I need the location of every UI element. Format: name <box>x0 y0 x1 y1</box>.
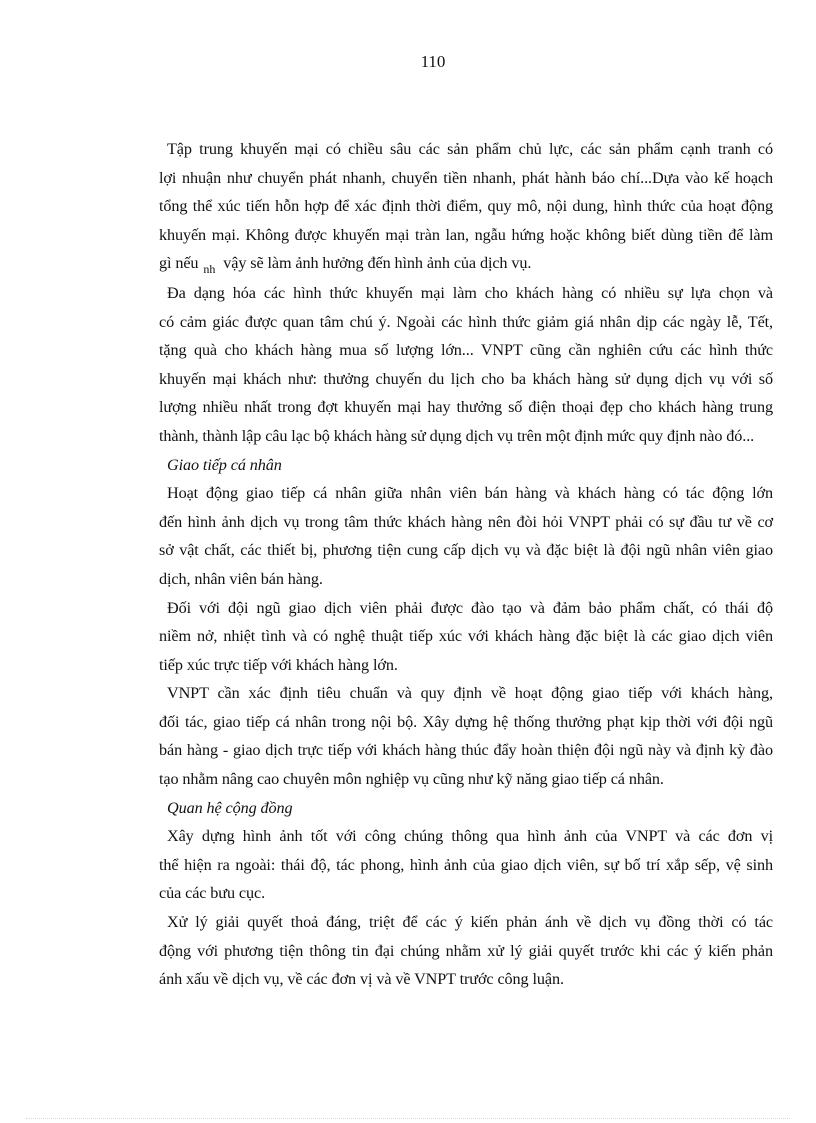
text-line: ánh xấu về dịch vụ, về các đơn vị và về VNPT trước công luận. <box>159 970 564 989</box>
text-line: đối tác, giao tiếp cá nhân trong nội bộ. Xây dựng hệ thống thưởng phạt kịp thời với đội ngũ <box>159 712 773 731</box>
text-line: tổng thể xúc tiến hỗn hợp để xác định thời điểm, quy mô, nội dung, hình thức của hoạt động <box>159 197 773 216</box>
text-fragment: vậy sẽ làm ảnh hưởng đến hình ảnh của dịch vụ. <box>223 254 532 273</box>
text-line: niềm nở, nhiệt tình và có nghệ thuật tiếp xúc với khách hàng đặc biệt là các giao dịch viên <box>159 627 773 646</box>
text-line: Đa dạng hóa các hình thức khuyến mại làm cho khách hàng có nhiều sự lựa chọn và <box>167 283 773 302</box>
text-line: của các bưu cục. <box>159 884 266 903</box>
document-body <box>159 135 773 994</box>
text-line: tạo nhằm nâng cao chuyên môn nghiệp vụ cũng như kỹ năng giao tiếp cá nhân. <box>159 770 664 789</box>
text-line: tiếp xúc trực tiếp với khách hàng lớn. <box>159 655 398 674</box>
text-line: Xây dựng hình ảnh tốt với công chúng thông qua hình ảnh của VNPT và các đơn vị <box>167 827 773 846</box>
paragraph-diversify-promotions <box>159 279 773 451</box>
text-line: sở vật chất, các thiết bị, phương tiện cung cấp dịch vụ và đặc biệt là đội ngũ nhân viên giao <box>159 541 773 560</box>
text-line: bán hàng - giao dịch trực tiếp với khách hàng thúc đẩy hoàn thiện đội ngũ này và định kỳ đào <box>159 741 773 760</box>
paragraph-standards <box>159 679 773 793</box>
text-line: Hoạt động giao tiếp cá nhân giữa nhân viên bán hàng và khách hàng có tác động lớn <box>167 484 773 503</box>
text-line: khuyến mại. Không được khuyến mại tràn lan, ngẫu hứng hoặc không biết dùng tiền để làm <box>159 225 773 244</box>
text-line: khuyến mại khách như: thưởng chuyến du lịch cho ba khách hàng sử dụng dịch vụ với số <box>159 369 773 388</box>
text-line: tặng quà cho khách hàng mua số lượng lớn... VNPT cũng cần nghiên cứu các hình thức <box>159 341 773 360</box>
stray-text-fragment: nh <box>203 262 216 277</box>
paragraph-personal-communication <box>159 479 773 593</box>
paragraph-staff-training <box>159 594 773 680</box>
text-line: thể hiện ra ngoài: thái độ, tác phong, hình ảnh của giao dịch viên, sự bố trí xắp sếp, vệ sinh <box>159 855 773 874</box>
page-number: 110 <box>420 52 446 71</box>
text-line: có cảm giác được quan tâm chú ý. Ngoài các hình thức giảm giá nhân dịp các ngày lễ, Tết, <box>159 312 773 331</box>
text-line: Đối với đội ngũ giao dịch viên phải được đào tạo và đảm bảo phẩm chất, có thái độ <box>167 598 773 617</box>
text-line: lượng nhiều nhất trong đợt khuyến mại hay thưởng số điện thoại đẹp cho khách hàng trung <box>159 398 773 417</box>
text-line <box>159 249 773 279</box>
text-line: lợi nhuận như chuyển phát nhanh, chuyển tiền nhanh, phát hành báo chí...Dựa vào kế hoạch <box>159 168 773 187</box>
text-line: dịch, nhân viên bán hàng. <box>159 569 323 588</box>
text-fragment: gì nếu <box>159 254 199 273</box>
page-bottom-divider <box>26 1118 790 1119</box>
section-heading-personal-communication <box>167 451 773 480</box>
heading-text: Giao tiếp cá nhân <box>167 455 282 474</box>
paragraph-promotion-focus <box>159 135 773 279</box>
text-line: Tập trung khuyến mại có chiều sâu các sản phẩm chủ lực, các sản phẩm cạnh tranh có <box>167 140 773 158</box>
text-line: thành, thành lập câu lạc bộ khách hàng sử dụng dịch vụ trên một định mức quy định nào đó... <box>159 426 755 445</box>
heading-text: Quan hệ cộng đồng <box>167 798 293 817</box>
text-line: động với phương tiện thông tin đại chúng nhằm xử lý giải quyết trước khi các ý kiến phản <box>159 941 773 960</box>
paragraph-public-image <box>159 822 773 908</box>
paragraph-complaint-handling <box>159 908 773 994</box>
text-line: đến hình ảnh dịch vụ trong tâm thức khách hàng nên đòi hỏi VNPT phải có sự đầu tư về cơ <box>159 512 773 531</box>
text-line: VNPT cần xác định tiêu chuẩn và quy định về hoạt động giao tiếp với khách hàng, <box>167 684 773 703</box>
text-line: Xử lý giải quyết thoả đáng, triệt để các ý kiến phản ánh về dịch vụ đồng thời có tác <box>167 913 773 932</box>
section-heading-public-relations <box>167 794 773 823</box>
